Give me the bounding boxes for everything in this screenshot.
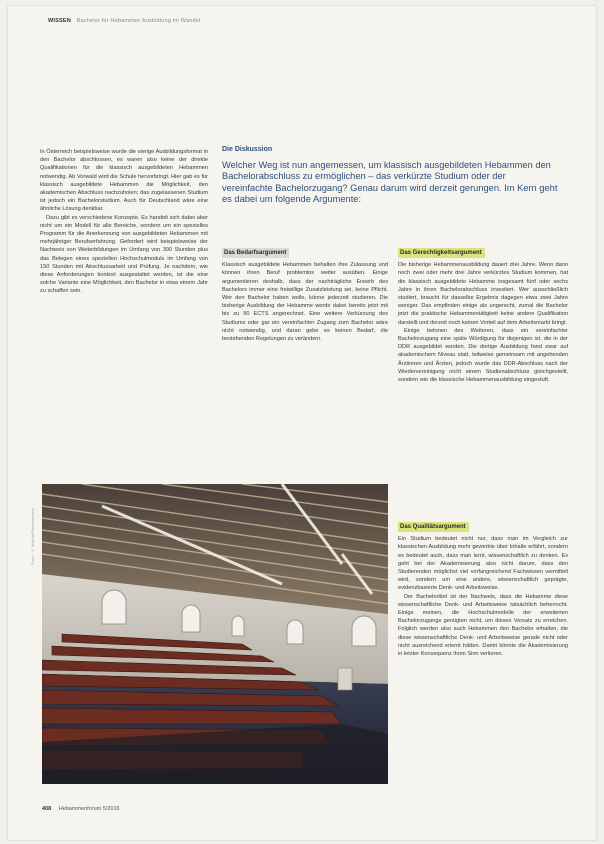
argument-heading: Das Bedarfsargument — [222, 248, 289, 258]
lecture-hall-illustration — [42, 484, 388, 784]
journal-issue: Hebammenforum 5/2016 — [58, 806, 120, 812]
page-footer — [42, 806, 120, 812]
page-header — [48, 18, 200, 24]
photo-credit: Foto: © fotolia/Pressedienst — [30, 508, 35, 565]
section-rubric: WISSEN — [48, 18, 71, 24]
argument-heading: Das Gerechtigkeitsargument — [398, 248, 485, 258]
paragraph: Der Bachelortitel ist der Nachweis, dass die Hebamme diese wissenschaftliche Denk- und Arbeitsweise tatsächlich beherrscht. Einige meinen, die Hochschulmodelle der erweiterten Bachelorzugangs genügten nicht, um dieses Versatz zu erreichen. Folglich werden also auch Hebammen den Bachelor erhalten, die diese wissenschaftliche Denk- und Arbeitsweise gerade nicht oder nicht ausreichend erlernt hätten. Damit könnte die Akademisierung in letzter Konsequenz ihren Sinn verlieren. — [398, 593, 568, 658]
running-title: Bachelor für Hebammen Ausbildung im Wandel — [76, 18, 201, 24]
discussion-heading: Die Diskussion — [222, 146, 273, 153]
left-column-text — [40, 148, 208, 296]
paragraph: Die bisherige Hebammenausbildung dauert drei Jahre. Wenn dann noch zwei oder mehr drei Jahre verkürztes Studium kommen, hat die klassisch ausgebildete Hebamme insgesamt fünf oder sechs Jahre in ihren Bachelorabschluss investiert. Wer ausschließlich studiert, braucht für dasselbe Ergebnis dagegen etwa zwei Jahre weniger. Das empfinden einige als ungerecht, zumal die Bachelor jetzt die praktische Hebammentätigkeit keine andere Qualifikation darstellt und derzeit noch keinen Vorteil auf dem Arbeitsmarkt bringt. — [398, 262, 568, 326]
lecture-hall-photo — [42, 484, 388, 784]
discussion-lead: Welcher Weg ist nun angemessen, um klassisch ausgebildeten Hebammen den Bachelorabschluss zu ermöglichen – das verkürzte Studium oder der vereinfachte Bachelorzugang? Genau darum wird derzeit gerungen. Im Kern geht es dabei um folgende Argumente: — [222, 160, 558, 204]
argument-qualitaet — [398, 522, 568, 658]
paragraph: Ein Studium bedeutet nicht nur, dass man im Vergleich zur klassischen Ausbildung mehr gewerkte über Inhalte erfährt, sondern es bedeutet auch, dass man lernt, wissenschaftlich zu denken. Es geht bei der Akademisierung also nicht darum, dass den Studierenden möglichst viel vorfangreichend Fachwissen vermittelt wird, sondern um eine andere, wissenschaftlich geprägte, evidenzbasierte Denk- und Arbeitsweise. — [398, 536, 568, 592]
argument-heading: Das Qualitätsargument — [398, 522, 469, 532]
paragraph: Einige betonen des Weiteren, dass ein vereinfachter Bachelorzugang eine späte Würdigung für diejenigen ist, die in der DDR ausgebildet wurden. Die dortige Ausbildung fand zwar auf akademischem Niveau statt, teilweise gemeinsam mit angehenden Ärztinnen und Ärzten, jedoch wurde das DDR-Abschluss nach der Wiedervereinigung nicht einem Studienabschluss gleichgestellt, sondern wie die klassische Hebammenausbildung eingestuft. — [398, 327, 568, 384]
paragraph: Klassisch ausgebildete Hebammen behalten ihre Zulassung und können ihren Beruf problemlos weiter ausüben. Einige argumentieren deshalb, dass der nachträgliche Erwerb des Bachelors immer eine freiwillige Zusatzleistung sei, keine Pflicht. Wer den Bachelor haben wolle, könne jederzeit studieren. Die bisherige Ausbildung der Hebamme werde dabei bereits jetzt mit bis zu 90 ECTS angerechnet. Eine weitere Verkürzung des Studiums oder gar ein vereinfachter Zugang zum Bachelor wäre nicht notwendig, und daran gebe es keinen Bedarf, die bestehenden Regelungen zu verändern. — [222, 262, 388, 343]
page-number: 408 — [42, 806, 52, 812]
argument-gerechtigkeit — [398, 248, 568, 384]
argument-bedarf — [222, 248, 388, 343]
paragraph: Dazu gibt es verschiedene Konzepte. Es handelt sich dabei aber nicht um ein Modell für alle Bereiche, sondern um ein spezielles Programm für die Anerkennung von ausgebildeten Hebammen mit mehrjähriger Berufserfahrung. Gefordert wird beispielsweise der Nachweis von Weiterbildungen im Umfang von 300 Stunden plus das Belegen eines speziellen Hochschulmoduls im Umfang von 150 Stunden mit Abschlussarbeit und Prüfung. Je nachdem, wie diese Anforderungen konkret ausgestaltet werden, ist die eine solche Variante eine Möglichkeit, den Bachelor in etwa einem Jahr zu schaffen sein. — [40, 214, 208, 295]
paragraph: In Österreich beispielsweise wurde die vierige Ausbildungsformat in den Bachelor abschlossen, es waren also keine der direkte Qualifikationen für die klassisch ausgebildeten Hebammen notwendig. Ab Vorwald wird die Schule hervorbringt. Hier gab es für klassisch ausgebildete Hebammen die Möglichkeit, den akademischen Abschluss nachzuholen; das zugelassenen Studium ist jedoch ein Bachelorstudium. Auch für Deutschland wäre eine ähnliche Lösung denkbar. — [40, 149, 208, 213]
